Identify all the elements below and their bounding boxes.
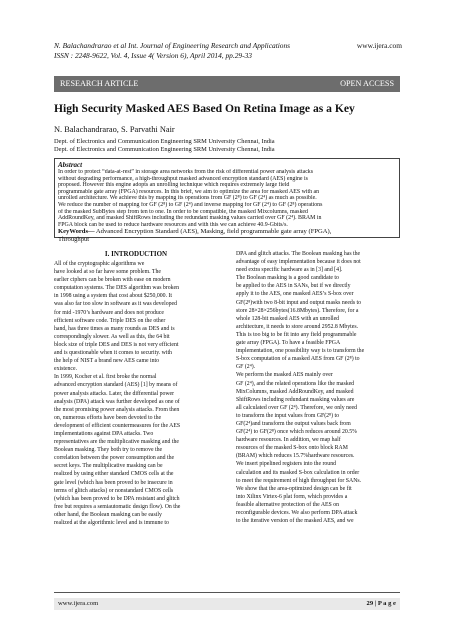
body-text-line: correlation between the power consumption and the xyxy=(54,455,175,462)
body-text-line: and is questionable when it comes to security. with xyxy=(54,350,172,357)
abstract-box xyxy=(54,158,400,244)
body-text-line: existence. xyxy=(54,366,78,373)
body-text-line: on, numerous efforts have been devoted to the xyxy=(54,414,162,421)
body-text-line: hardware resources. In addition, we map half xyxy=(236,437,341,444)
body-text-line: correspondingly slower. As well as this, the 64 bit xyxy=(54,333,170,340)
body-text-line: S-box computation of a masked AES from GF (2⁸) to xyxy=(236,356,360,363)
body-text-line: GF(2⁸)with two 8-bit input and output masks needs to xyxy=(236,299,362,306)
body-text-line: MixColumns, masked AddRoundKey, and masked xyxy=(236,388,354,395)
body-text-line: GF(2⁴) to GF(2⁸) once which reduces around 20.5% xyxy=(236,429,357,436)
body-text-line: development of efficient countermeasures for the AES xyxy=(54,422,181,429)
paper-title: High Security Masked AES Based On Retina Image as a Key xyxy=(54,102,355,115)
page-footer xyxy=(54,598,400,610)
research-article-label: RESEARCH ARTICLE xyxy=(60,79,139,88)
body-text-line: We perform the masked AES mainly over xyxy=(236,372,333,379)
body-text-line: gate array (FPGA). To have a feasible FPGA xyxy=(236,340,341,347)
body-text-line: The Boolean masking is a good candidate to xyxy=(236,275,339,282)
body-text-line: All of the cryptographic algorithms we xyxy=(54,261,145,267)
abstract-heading: Abstract xyxy=(58,161,83,169)
body-text-line: have looked at so far have some problem. The xyxy=(54,269,161,276)
body-text-line: advantage of easy implementation because it does not xyxy=(236,259,361,266)
open-access-label: OPEN ACCESS xyxy=(340,79,394,88)
body-text-line: implementations against DPA attacks. Two xyxy=(54,430,154,437)
body-text-line: power analysis attacks. Later, the differential power xyxy=(54,390,175,397)
body-text-line: hand, has three times as many rounds as DES and is xyxy=(54,325,175,332)
body-text-line: GF (2⁴). xyxy=(236,364,256,371)
paper-authors: N. Balachandrarao, S. Parvathi Nair xyxy=(54,125,175,134)
body-text-line: in 1998 using a system that cost about $250,000. It xyxy=(54,293,173,300)
body-text-line: analysis (DPA) attack was further developed as one of xyxy=(54,398,180,405)
body-text-line: into Xilinx Virtex-6 plat form, which provides a xyxy=(236,493,348,500)
body-text-line: advanced encryption standard (AES) [1] by means of xyxy=(54,382,178,389)
keywords-text: Advanced Encryption Standard (AES), Masking, field programmable gate array (FPGA), xyxy=(94,228,332,236)
body-text-line: be applied to the AES in SANs, but if we directly xyxy=(236,283,351,290)
body-text-line: efficient software code. Triple DES on the other xyxy=(54,317,166,324)
body-text-line: earlier ciphers can be broken with ease on modern xyxy=(54,277,171,284)
body-text-line: secret keys. The multiplicative masking can be xyxy=(54,463,163,470)
body-text-line: block size of triple DES and DES is not very efficient xyxy=(54,341,179,348)
body-text-line: computation systems. The DES algorithm was broken xyxy=(54,285,179,292)
body-text-line: This is too big to be fit into any field programmable xyxy=(236,331,357,338)
body-text-line: the most promising power analysis attacks. From then xyxy=(54,406,180,413)
section-heading-introduction: I. INTRODUCTION xyxy=(104,250,168,258)
body-text-line: representatives are the multiplicative masking and the xyxy=(54,439,179,446)
abstract-line: AddRoundKey, and masked ShiftRows including the redundant masking values carried over GF (2⁴). BRAM in xyxy=(58,215,322,222)
body-text-line: was also far too slow in software as it was developed xyxy=(54,301,177,308)
body-text-line: apply it to the AES, one masked AES’s S-box over xyxy=(236,291,354,298)
body-text-line: other hand, the Boolean masking can be easily xyxy=(54,511,162,518)
body-text-line: (which has been proved to be DPA resistant and glitch xyxy=(54,495,180,502)
body-text-line: GF (2⁴), and the related operations like the masked xyxy=(236,380,355,387)
journal-citation: N. Balachandrarao et al Int. Journal of Engineering Research and Applications xyxy=(54,41,291,50)
journal-issn: ISSN : 2248-9622, Vol. 4, Issue 4( Version 6), April 2014, pp.29-33 xyxy=(54,51,252,60)
footer-url[interactable]: www.ijera.com xyxy=(58,600,99,607)
keywords-line-2: Throughput xyxy=(58,236,90,244)
body-text-line: GF(2⁴)and transform the output values back from xyxy=(236,420,351,427)
body-text-line: realized at the algorithmic level and is immune to xyxy=(54,520,169,526)
left-column xyxy=(54,250,218,527)
abstract-line: In order to protect “data-at-rest” in storage area networks from the risk of differential power analysis attacks xyxy=(58,169,314,175)
page-number: 29 | P a g e xyxy=(366,600,396,607)
body-text-line: reconfigurable devices. We also perform DPA attack xyxy=(236,510,358,516)
abstract-line: of the masked SubBytes step from ten to one. In order to be compatible, the masked Mixcolumns, masked xyxy=(58,208,308,215)
body-text-line: store 28×28×256bytes(16.8Mbytes). Therefore, for a xyxy=(236,307,359,314)
body-text-line: calculation and its masked S-box calculation in order xyxy=(236,469,360,476)
footer-rule xyxy=(54,592,400,593)
body-text-line: to transform the input values from GF(2⁸) to xyxy=(236,412,339,419)
body-text-line: need extra specific hardware as in [3] and [4]. xyxy=(236,267,343,274)
keywords xyxy=(58,228,396,236)
body-text-line: We insert pipelined registers into the round xyxy=(236,461,336,468)
article-type-bar xyxy=(54,76,400,92)
keywords-label: KeyWords— xyxy=(58,228,95,236)
body-text-line: ShiftRows including redundant masking values are xyxy=(236,396,355,403)
body-text-line: all calculated over GF (2⁴). Therefore, we only need xyxy=(236,404,358,411)
body-text-line: to the iterative version of the masked AES, and we xyxy=(236,518,354,525)
body-text-line: Boolean masking. They both try to remove the xyxy=(54,447,163,454)
abstract-line: proposed. However this engine adopts an unrolling technique which requires extremely large field xyxy=(58,182,290,189)
abstract-line: FPGA block can be used to reduce hardware resources and with this we can achieve 40.9-Gbits/s. xyxy=(58,221,288,228)
body-text-line: whole 128-bit masked AES with an unrolled xyxy=(236,315,340,322)
body-text-line: for mid -1970’s hardware and does not produce xyxy=(54,309,164,316)
body-text-line: (BRAM) which reduces 15.7%hardware resources. xyxy=(236,453,355,460)
body-text-line: free but requires a semiautomatic design flow). On the xyxy=(54,503,181,510)
body-text-line: feasible alternative protection of the AES on xyxy=(236,501,340,508)
abstract-line: without degrading performance, a high-throughput masked advanced encryption standard (AES) engine is xyxy=(58,175,308,182)
affiliation-2: Dept. of Electronics and Communication Engineering SRM University Chennai, India xyxy=(54,146,275,153)
abstract-line: unrolled architecture. We achieve this by mapping its operations from GF (2⁸) to GF (2⁴) as much as possible. xyxy=(58,195,317,202)
body-text-line: implementation, one possibility way is to transform the xyxy=(236,348,365,355)
body-text-line: terms of glitch attacks) or nonstandard CMOS cells xyxy=(54,487,174,494)
body-text-line: resources of the masked S-box onto block RAM xyxy=(236,445,348,452)
body-text-line: the help of NIST a brand new AES came into xyxy=(54,358,160,365)
abstract-line: programmable gate array (FPGA) resources. In this brief, we aim to optimize the area for masked AES with an xyxy=(58,188,320,195)
journal-url[interactable]: www.ijera.com xyxy=(356,41,402,50)
affiliation-1: Dept. of Electronics and Communication Engineering SRM University Chennai, India xyxy=(54,138,275,145)
journal-header xyxy=(54,41,402,61)
body-text-line: We show that the area-optimized design can be fit xyxy=(236,485,352,492)
body-text-line: to meet the requirement of high throughput for SANs. xyxy=(236,477,362,484)
abstract-line: We reduce the number of mapping for GF (2⁸) to GF (2⁴) and inverse mapping for GF (2⁴) to GF (2⁸) operations xyxy=(58,201,323,208)
body-text-line: gate level (which has been proved to be insecure in xyxy=(54,479,173,486)
body-text-line: In 1999, Kocher et al. first broke the normal xyxy=(54,374,157,381)
body-text-line: DPA and glitch attacks. The Boolean masking has the xyxy=(236,251,361,257)
body-text-line: realized by using either standard CMOS cells at the xyxy=(54,471,174,478)
right-column xyxy=(236,250,400,525)
body-text-line: architecture, it needs to store around 2952.8 Mbytes. xyxy=(236,323,359,330)
